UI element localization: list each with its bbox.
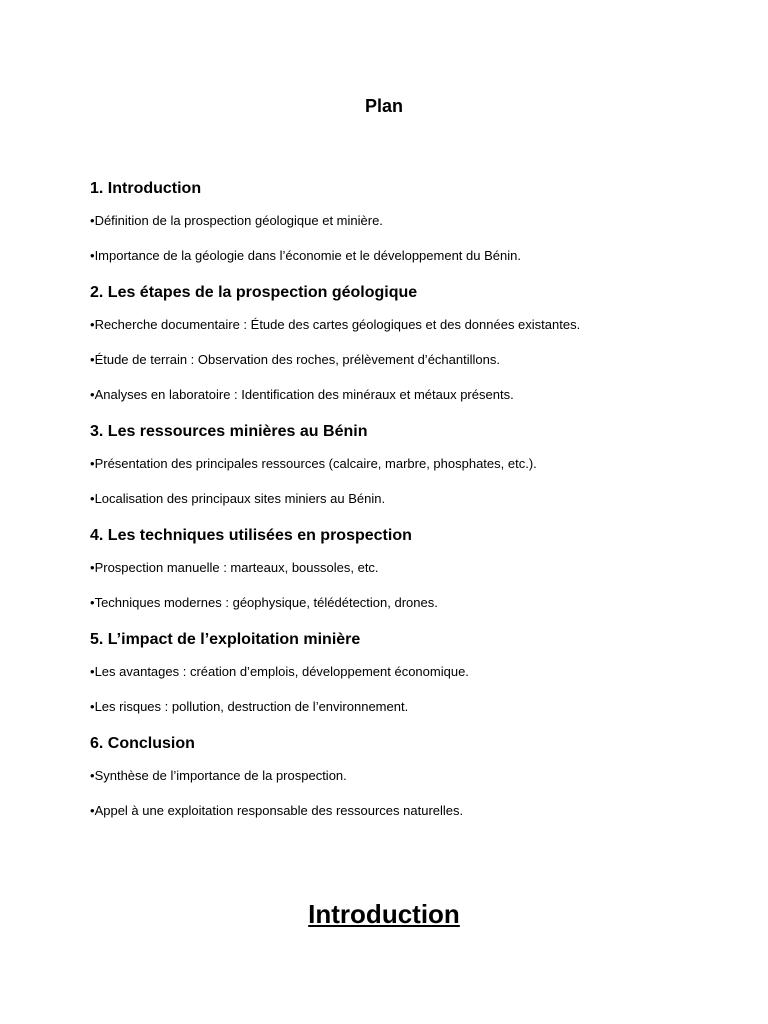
bullet-item (90, 767, 730, 785)
section-heading: 4. Les techniques utilisées en prospection (90, 527, 412, 544)
bullet-icon: • (90, 317, 95, 332)
bullet-text: Étude de terrain : Observation des roches, prélèvement d’échantillons. (94, 352, 500, 367)
bullet-icon: • (90, 248, 95, 263)
plan-section-introduction (90, 178, 730, 265)
bullet-text: Présentation des principales ressources (calcaire, marbre, phosphates, etc.). (94, 456, 537, 471)
plan-section-techniques (90, 525, 730, 612)
section-heading: 2. Les étapes de la prospection géologique (90, 284, 418, 301)
plan-section-etapes (90, 282, 730, 404)
bullet-item (90, 316, 730, 334)
section-heading: 6. Conclusion (90, 735, 195, 752)
bullet-item (90, 802, 730, 820)
bullet-text: Analyses en laboratoire : Identification des minéraux et métaux présents. (94, 387, 514, 402)
bullet-item (90, 594, 730, 612)
bullet-icon: • (90, 595, 95, 610)
page-title: Plan (364, 96, 403, 116)
bullet-icon: • (90, 664, 95, 679)
plan-section-conclusion (90, 733, 730, 820)
bullet-item (90, 455, 730, 473)
bullet-text: Localisation des principaux sites miniers au Bénin. (94, 491, 386, 506)
bullet-text: Définition de la prospection géologique et minière. (94, 213, 383, 228)
plan-section-impact (90, 629, 730, 716)
bullet-icon: • (90, 803, 95, 818)
bullet-item (90, 490, 730, 508)
section-heading: 3. Les ressources minières au Bénin (90, 423, 368, 440)
plan-section-ressources (90, 421, 730, 508)
bullet-text: Les risques : pollution, destruction de l’environnement. (94, 699, 409, 714)
bullet-icon: • (90, 456, 95, 471)
bullet-text: Techniques modernes : géophysique, télédétection, drones. (94, 595, 438, 610)
bullet-item (90, 247, 730, 265)
bullet-text: Importance de la géologie dans l’économie et le développement du Bénin. (94, 248, 521, 263)
bullet-item (90, 386, 730, 404)
bullet-icon: • (90, 699, 95, 714)
bullet-icon: • (90, 768, 95, 783)
bullet-item (90, 663, 730, 681)
bullet-text: Prospection manuelle : marteaux, boussoles, etc. (94, 560, 379, 575)
bullet-item (90, 351, 730, 369)
bullet-icon: • (90, 352, 95, 367)
bullet-icon: • (90, 560, 95, 575)
bullet-item (90, 559, 730, 577)
bullet-text: Les avantages : création d’emplois, développement économique. (94, 664, 469, 679)
bullet-text: Synthèse de l’importance de la prospection. (94, 768, 347, 783)
introduction-heading: Introduction (308, 899, 460, 929)
bullet-icon: • (90, 387, 95, 402)
bullet-text: Appel à une exploitation responsable des ressources naturelles. (94, 803, 464, 818)
plan-sections (90, 178, 730, 837)
bullet-item (90, 212, 730, 230)
bullet-icon: • (90, 213, 95, 228)
bullet-text: Recherche documentaire : Étude des cartes géologiques et des données existantes. (94, 317, 581, 332)
bullet-icon: • (90, 491, 95, 506)
bullet-item (90, 698, 730, 716)
section-heading: 5. L’impact de l’exploitation minière (90, 631, 361, 648)
section-heading: 1. Introduction (90, 180, 202, 197)
